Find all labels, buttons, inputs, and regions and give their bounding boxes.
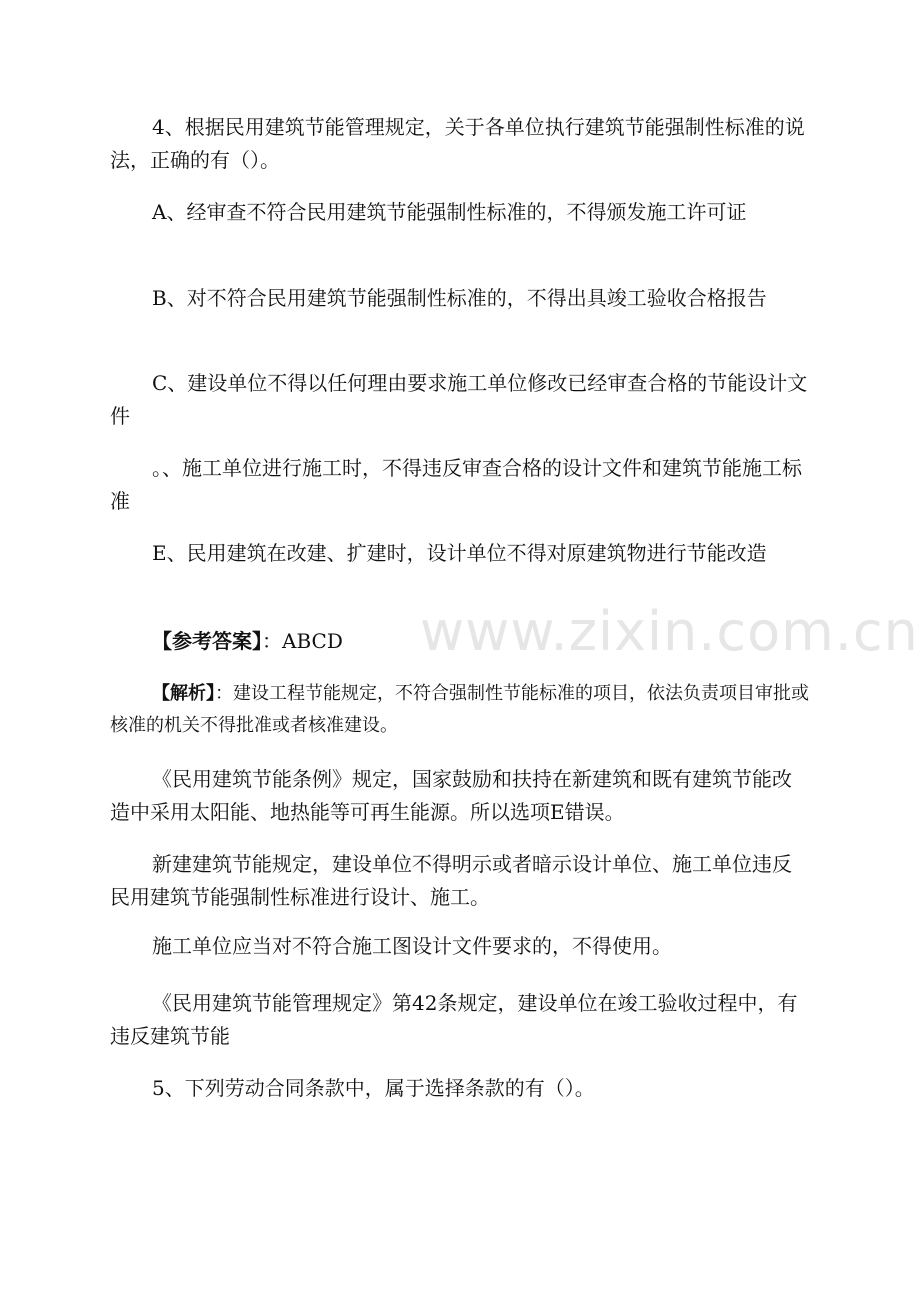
analysis-paragraph-3: 新建建筑节能规定，建设单位不得明示或者暗示设计单位、施工单位违反民用建筑节能强制性标准进行设计、施工。: [110, 852, 792, 909]
option-c: C、建设单位不得以任何理由要求施工单位修改已经审查合格的节能设计文件: [110, 371, 808, 428]
analysis-paragraph-2: 《民用建筑节能条例》规定，国家鼓励和扶持在新建筑和既有建筑节能改造中采用太阳能、地热能等可再生能源。所以选项E错误。: [110, 767, 792, 824]
analysis-paragraph-5: 《民用建筑节能管理规定》第42条规定，建设单位在竣工验收过程中，有违反建筑节能: [110, 991, 798, 1048]
option-d: 。、施工单位进行施工时，不得违反审查合格的设计文件和建筑节能施工标准: [110, 456, 802, 513]
analysis-paragraph-4: 施工单位应当对不符合施工图设计文件要求的，不得使用。: [152, 934, 672, 958]
watermark: www.zixin.com.cn: [420, 600, 919, 663]
answer-separator: ：: [262, 629, 282, 653]
option-a: A、经审查不符合民用建筑节能强制性标准的，不得颁发施工许可证: [152, 200, 747, 224]
reference-answer: [152, 625, 343, 658]
option-e: E、民用建筑在改建、扩建时，设计单位不得对原建筑物进行节能改造: [152, 541, 767, 565]
question-4-stem: 4、根据民用建筑节能管理规定，关于各单位执行建筑节能强制性标准的说法，正确的有（）。: [110, 115, 805, 172]
analysis-label: 【解析】: [152, 683, 215, 704]
answer-label: 【参考答案】: [152, 629, 262, 653]
answer-value: ABCD: [282, 629, 343, 653]
question-5-stem: 5、下列劳动合同条款中，属于选择条款的有（）。: [152, 1076, 595, 1100]
analysis-text-1: ：建设工程节能规定，不符合强制性节能标准的项目，依法负责项目审批或核准的机关不得批准或者核准建设。: [110, 683, 809, 736]
option-b: B、对不符合民用建筑节能强制性标准的，不得出具竣工验收合格报告: [152, 286, 767, 310]
analysis-paragraph-1: [110, 678, 810, 742]
